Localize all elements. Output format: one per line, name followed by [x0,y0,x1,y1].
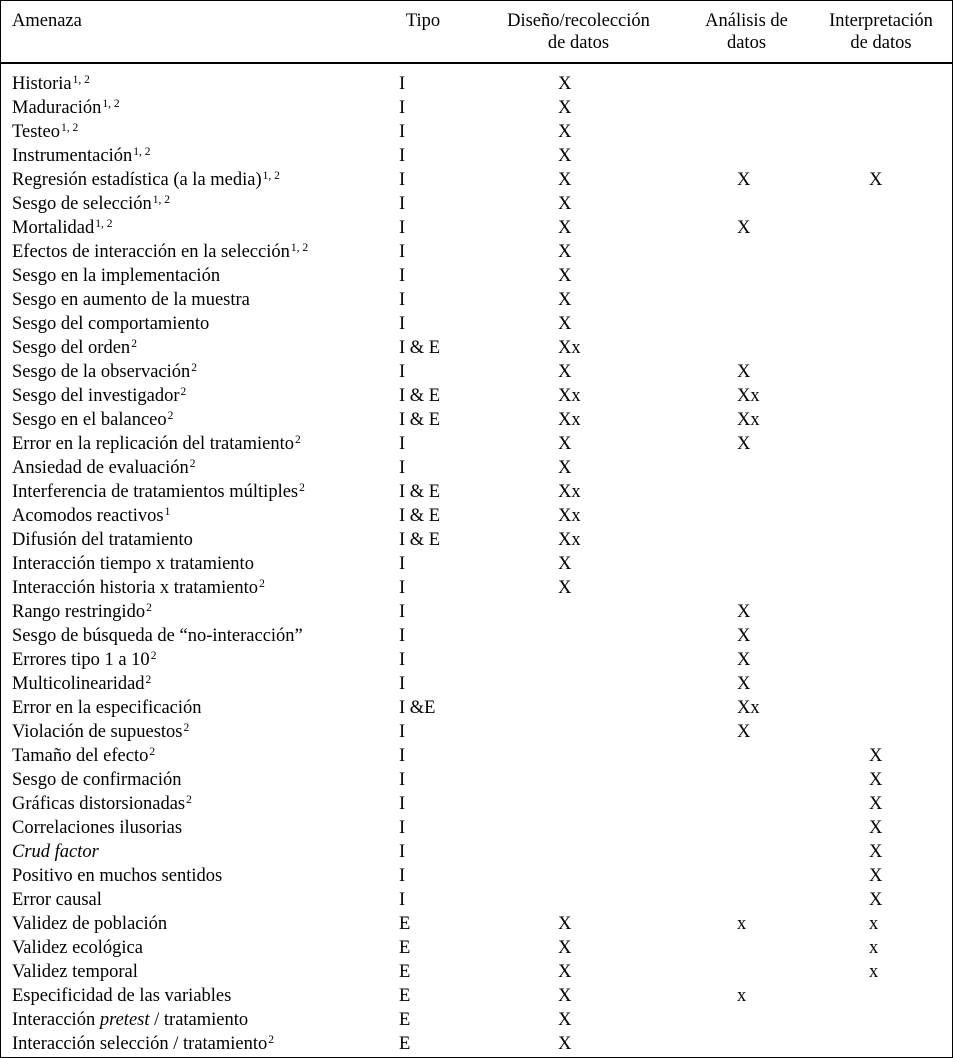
header-diseno: Diseño/recolección de datos [507,11,650,53]
footnote-ref: 1, 2 [95,218,113,230]
table-row [1,960,952,984]
amenaza-text: Sesgo de búsqueda de “no-interacción” [12,626,303,646]
table-row [1,696,952,720]
table-row [1,912,952,936]
footnote-ref: 2 [295,434,301,446]
cell-diseno: X [558,170,572,190]
cell-amenaza [12,720,189,744]
cell-tipo: I [399,866,406,886]
table-row [1,528,952,552]
table-row [1,1032,952,1056]
header-tipo: Tipo [405,11,441,31]
cell-amenaza [12,672,151,696]
amenaza-text: Instrumentación [12,146,133,166]
cell-tipo: I [399,890,406,910]
table-row [1,648,952,672]
footnote-ref: 2 [186,794,192,806]
cell-tipo: I [399,290,406,310]
cell-amenaza [12,336,137,360]
cell-amenaza [12,504,170,528]
amenaza-text: Interferencia de tratamientos múltiples [12,482,299,502]
table-row [1,312,952,336]
table-row [1,456,952,480]
cell-interpretacion: X [869,770,883,790]
amenaza-text: Validez temporal [12,962,138,982]
cell-tipo: I [399,314,406,334]
cell-diseno: Xx [558,482,581,502]
table-row [1,168,952,192]
table-row [1,360,952,384]
cell-amenaza [12,576,265,600]
table-row [1,408,952,432]
cell-analisis: X [737,650,751,670]
footnote-ref: 1 [164,506,171,518]
cell-diseno: X [558,122,572,142]
cell-diseno: X [558,962,572,982]
cell-amenaza [12,840,99,864]
table-row [1,240,952,264]
cell-tipo: I & E [399,338,441,358]
table-row [1,600,952,624]
table-row [1,624,952,648]
cell-amenaza [12,912,167,936]
amenaza-text: Tamaño del efecto [12,746,149,766]
cell-tipo: I & E [399,530,441,550]
cell-analisis: X [737,362,751,382]
amenaza-text: pretest [99,1010,150,1030]
cell-tipo: E [399,938,411,958]
cell-tipo: I [399,626,406,646]
cell-diseno: X [558,74,572,94]
cell-tipo: I [399,242,406,262]
cell-interpretacion: X [869,746,883,766]
cell-amenaza [12,216,112,240]
cell-tipo: I [399,362,406,382]
table-row [1,840,952,864]
cell-interpretacion: X [869,170,883,190]
amenaza-text: Sesgo en la implementación [12,266,221,286]
cell-amenaza [12,192,170,216]
cell-tipo: I [399,674,406,694]
cell-diseno: X [558,194,572,214]
cell-amenaza [12,408,173,432]
cell-tipo: I &E [399,698,436,718]
table-row [1,432,952,456]
cell-interpretacion: X [869,842,883,862]
amenaza-text: Sesgo del investigador [12,386,180,406]
table-row [1,96,952,120]
table-row [1,792,952,816]
table-row [1,504,952,528]
cell-analisis: X [737,674,751,694]
table-row [1,984,952,1008]
cell-diseno: X [558,458,572,478]
cell-amenaza [12,384,186,408]
footnote-ref: 2 [146,602,152,614]
amenaza-text: Positivo en muchos sentidos [12,866,223,886]
cell-tipo: I & E [399,482,441,502]
cell-amenaza [12,744,155,768]
cell-amenaza [12,696,202,720]
cell-amenaza [12,1032,274,1056]
cell-diseno: X [558,314,572,334]
cell-diseno: X [558,578,572,598]
cell-analisis: Xx [737,410,760,430]
cell-diseno: X [558,98,572,118]
cell-amenaza [12,816,182,840]
header-interpretacion: Interpretación de datos [829,11,933,53]
cell-diseno: X [558,266,572,286]
cell-amenaza [12,1008,248,1032]
cell-diseno: X [558,242,572,262]
table-row [1,720,952,744]
cell-analisis: X [737,218,751,238]
table-row [1,120,952,144]
cell-diseno: Xx [558,338,581,358]
table-row [1,936,952,960]
table-row [1,192,952,216]
footnote-ref: 2 [268,1034,275,1046]
cell-tipo: I [399,578,406,598]
cell-amenaza [12,888,102,912]
footnote-ref: 1, 2 [262,170,280,182]
table-row [1,480,952,504]
cell-amenaza [12,936,143,960]
cell-amenaza [12,600,152,624]
footnote-ref: 1, 2 [61,122,79,134]
cell-diseno: X [558,986,572,1006]
amenaza-text: Efectos de interacción en la selección [12,242,290,262]
cell-amenaza [12,648,156,672]
footnote-ref: 2 [131,338,137,350]
amenaza-text: Violación de supuestos [12,722,183,742]
cell-tipo: I [399,722,406,742]
cell-amenaza [12,96,120,120]
amenaza-text: Interacción selección / tratamiento [12,1034,268,1054]
cell-analisis: x [737,914,747,934]
amenaza-text: Sesgo de la observación [12,362,191,382]
cell-diseno: X [558,290,572,310]
cell-diseno: Xx [558,506,581,526]
footnote-ref: 2 [167,410,174,422]
footnote-ref: 1, 2 [133,146,151,158]
amenaza-text: / tratamiento [149,1010,249,1030]
cell-tipo: I [399,146,406,166]
cell-diseno: X [558,938,572,958]
footnote-ref: 1, 2 [152,194,170,206]
cell-tipo: I [399,98,406,118]
cell-amenaza [12,960,138,984]
cell-amenaza [12,288,250,312]
cell-analisis: Xx [737,698,760,718]
cell-amenaza [12,456,195,480]
cell-tipo: I [399,842,406,862]
footnote-ref: 2 [149,746,156,758]
footnote-ref: 2 [150,650,157,662]
cell-diseno: Xx [558,410,581,430]
cell-amenaza [12,792,192,816]
amenaza-text: Regresión estadística (a la media) [12,170,262,190]
amenaza-text: Rango restringido [12,602,146,622]
cell-tipo: I [399,266,406,286]
table-row [1,816,952,840]
amenaza-text: Error en la replicación del tratamiento [12,434,294,454]
amenaza-text: Maduración [12,98,102,118]
cell-amenaza [12,768,182,792]
amenaza-text: Sesgo del comportamiento [12,314,210,334]
amenaza-text: Validez ecológica [12,938,143,958]
table-row [1,552,952,576]
cell-diseno: X [558,146,572,166]
table-row [1,384,952,408]
cell-tipo: I [399,770,406,790]
cell-tipo: I [399,218,406,238]
cell-interpretacion: x [869,914,879,934]
table-row [1,144,952,168]
cell-tipo: I [399,74,406,94]
amenaza-text: Error causal [12,890,102,910]
amenaza-text: Error en la especificación [12,698,202,718]
cell-amenaza [12,480,305,504]
amenaza-text: Correlaciones ilusorias [12,818,183,838]
cell-amenaza [12,144,150,168]
cell-analisis: X [737,722,751,742]
cell-analisis: X [737,626,751,646]
cell-tipo: I & E [399,410,441,430]
cell-amenaza [12,120,78,144]
footnote-ref: 1, 2 [290,242,309,254]
table-row [1,768,952,792]
cell-amenaza [12,312,209,336]
table-header [1,1,952,64]
footnote-ref: 2 [183,722,190,734]
cell-tipo: I [399,458,406,478]
amenaza-text: Multicolinearidad [12,674,145,694]
amenaza-text: Historia [12,74,72,94]
cell-tipo: I [399,794,406,814]
amenaza-text: Sesgo en el balanceo [12,410,167,430]
cell-analisis: x [737,986,747,1006]
cell-amenaza [12,528,193,552]
amenaza-text: Sesgo del orden [12,338,131,358]
cell-amenaza [12,864,222,888]
cell-diseno: X [558,554,572,574]
amenaza-text: Mortalidad [12,218,95,238]
cell-tipo: I & E [399,506,441,526]
footnote-ref: 2 [259,578,265,590]
cell-amenaza [12,72,90,96]
cell-amenaza [12,552,254,576]
table-row [1,264,952,288]
cell-diseno: Xx [558,530,581,550]
cell-amenaza [12,984,231,1008]
cell-tipo: E [399,1010,411,1030]
cell-amenaza [12,624,303,648]
amenaza-text: Crud factor [12,842,99,862]
header-amenaza: Amenaza [12,11,82,31]
cell-analisis: X [737,602,751,622]
table-row [1,72,952,96]
cell-amenaza [12,432,301,456]
cell-interpretacion: X [869,866,883,886]
cell-diseno: X [558,434,572,454]
footnote-ref: 1, 2 [72,74,90,86]
cell-amenaza [12,264,220,288]
amenaza-text: Difusión del tratamiento [12,530,193,550]
cell-tipo: I [399,746,406,766]
footnote-ref: 2 [189,458,196,470]
cell-diseno: X [558,1034,572,1054]
amenaza-text: Interacción tiempo x tratamiento [12,554,254,574]
amenaza-text: Sesgo en aumento de la muestra [12,290,250,310]
cell-analisis: X [737,434,751,454]
footnote-ref: 1, 2 [102,98,120,110]
table-row [1,888,952,912]
table-row [1,864,952,888]
cell-diseno: X [558,362,572,382]
amenaza-text: Validez de población [12,914,168,934]
cell-interpretacion: x [869,938,879,958]
cell-tipo: I [399,602,406,622]
cell-tipo: E [399,962,411,982]
cell-diseno: X [558,218,572,238]
amenaza-text: Sesgo de selección [12,194,152,214]
cell-diseno: X [558,1010,572,1030]
footnote-ref: 2 [180,386,187,398]
amenaza-text: Interacción historia x tratamiento [12,578,259,598]
table-row [1,336,952,360]
cell-analisis: X [737,170,751,190]
footnote-ref: 2 [145,674,152,686]
amenaza-text: Especificidad de las variables [12,986,232,1006]
header-analisis: Análisis de datos [705,11,788,53]
table-row [1,576,952,600]
cell-tipo: I [399,818,406,838]
footnote-ref: 2 [299,482,305,494]
cell-analisis: Xx [737,386,760,406]
cell-tipo: E [399,986,411,1006]
amenaza-text: Testeo [12,122,61,142]
cell-interpretacion: X [869,794,883,814]
cell-interpretacion: X [869,818,883,838]
cell-tipo: E [399,914,411,934]
footnote-ref: 2 [191,362,198,374]
amenaza-text: Acomodos reactivos [12,506,164,526]
amenaza-text: Gráficas distorsionadas [12,794,186,814]
amenaza-text: Interacción [12,1010,100,1030]
table-row [1,288,952,312]
cell-interpretacion: X [869,890,883,910]
cell-tipo: I [399,554,406,574]
cell-diseno: Xx [558,386,581,406]
cell-tipo: I [399,122,406,142]
cell-tipo: I [399,650,406,670]
cell-tipo: E [399,1034,411,1054]
cell-tipo: I [399,434,406,454]
table-row [1,672,952,696]
cell-amenaza [12,360,197,384]
amenaza-text: Ansiedad de evaluación [12,458,189,478]
cell-tipo: I & E [399,386,441,406]
cell-interpretacion: x [869,962,879,982]
table-row [1,216,952,240]
cell-tipo: I [399,170,406,190]
table-row [1,1008,952,1032]
table-body [1,72,952,1056]
table-row [1,744,952,768]
cell-amenaza [12,240,308,264]
amenaza-text: Sesgo de confirmación [12,770,182,790]
amenaza-text: Errores tipo 1 a 10 [12,650,150,670]
cell-amenaza [12,168,280,192]
cell-tipo: I [399,194,406,214]
cell-diseno: X [558,914,572,934]
